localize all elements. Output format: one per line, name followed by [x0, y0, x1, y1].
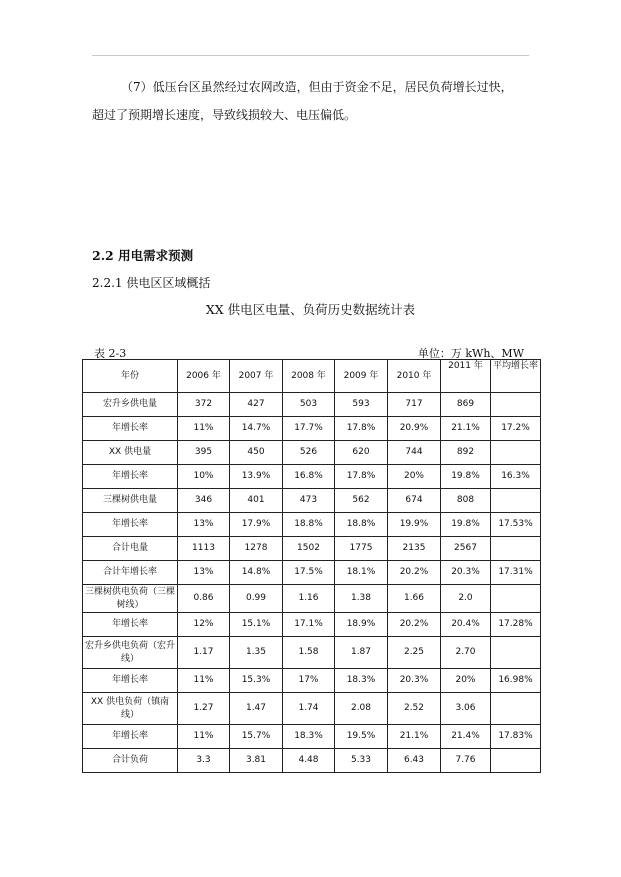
- table-row: [83, 417, 541, 441]
- table-cell: 18.3%: [335, 669, 388, 693]
- table-header-cell: 2008 年: [283, 360, 335, 393]
- table-cell: 11%: [178, 669, 230, 693]
- table-cell: 562: [335, 489, 388, 513]
- table-cell: 1.27: [178, 693, 230, 725]
- table-cell: 395: [178, 441, 230, 465]
- table-cell: 593: [335, 393, 388, 417]
- row-label-cell: 三棵树供电负荷（三棵树线）: [83, 585, 178, 613]
- table-cell: 20.2%: [388, 613, 441, 637]
- table-cell: 1502: [283, 537, 335, 561]
- row-label-cell: 三棵树供电量: [83, 489, 178, 513]
- table-row: [83, 749, 541, 773]
- table-cell: 5.33: [335, 749, 388, 773]
- table-cell: 1.47: [230, 693, 283, 725]
- table-cell: 2.70: [441, 637, 491, 669]
- table-cell: 2.52: [388, 693, 441, 725]
- table-cell: 20%: [441, 669, 491, 693]
- row-label-cell: 年增长率: [83, 465, 178, 489]
- table-cell: 2.0: [441, 585, 491, 613]
- table-row: [83, 561, 541, 585]
- paragraph-line-1: （7）低压台区虽然经过农网改造，但由于资金不足，居民负荷增长过快，: [121, 80, 513, 94]
- table-cell: 13%: [178, 561, 230, 585]
- table-cell: [491, 441, 541, 465]
- table-header-cell: 平均增长率: [491, 360, 541, 393]
- table-cell: 17.83%: [491, 725, 541, 749]
- table-row: [83, 637, 541, 669]
- table-cell: 2.08: [335, 693, 388, 725]
- table-cell: 3.3: [178, 749, 230, 773]
- table-row: [83, 393, 541, 417]
- table-cell: 892: [441, 441, 491, 465]
- table-cell: 2.25: [388, 637, 441, 669]
- table-cell: 20.3%: [388, 669, 441, 693]
- table-cell: 20%: [388, 465, 441, 489]
- table-cell: 372: [178, 393, 230, 417]
- statistics-table: [82, 359, 541, 773]
- table-cell: 17.1%: [283, 613, 335, 637]
- row-label-cell: 年增长率: [83, 513, 178, 537]
- table-cell: 19.8%: [441, 465, 491, 489]
- row-label-cell: 宏升乡供电负荷（宏升线）: [83, 637, 178, 669]
- table-cell: 869: [441, 393, 491, 417]
- table-cell: 0.99: [230, 585, 283, 613]
- table-cell: 10%: [178, 465, 230, 489]
- table-header-cell: 年份: [83, 360, 178, 393]
- table-cell: 526: [283, 441, 335, 465]
- table-row: [83, 613, 541, 637]
- table-cell: 18.8%: [335, 513, 388, 537]
- table-cell: [491, 537, 541, 561]
- table-cell: 18.3%: [283, 725, 335, 749]
- table-cell: 21.4%: [441, 725, 491, 749]
- table-cell: 18.8%: [283, 513, 335, 537]
- table-header-cell: 2009 年: [335, 360, 388, 393]
- table-cell: 17%: [283, 669, 335, 693]
- table-cell: 20.9%: [388, 417, 441, 441]
- table-cell: 427: [230, 393, 283, 417]
- table-cell: 3.06: [441, 693, 491, 725]
- row-label-cell: XX 供电量: [83, 441, 178, 465]
- table-cell: 12%: [178, 613, 230, 637]
- table-cell: 20.4%: [441, 613, 491, 637]
- table-cell: 19.5%: [335, 725, 388, 749]
- table-cell: [491, 393, 541, 417]
- table-row: [83, 465, 541, 489]
- table-cell: 1.66: [388, 585, 441, 613]
- table-cell: 717: [388, 393, 441, 417]
- table-cell: 14.8%: [230, 561, 283, 585]
- table-number: 表 2-3: [94, 347, 127, 360]
- table-cell: 17.8%: [335, 465, 388, 489]
- table-cell: 16.98%: [491, 669, 541, 693]
- row-label-cell: 合计电量: [83, 537, 178, 561]
- table-cell: 808: [441, 489, 491, 513]
- table-header-cell: 2011 年: [441, 360, 491, 393]
- table-cell: 401: [230, 489, 283, 513]
- table-cell: 17.8%: [335, 417, 388, 441]
- table-row: [83, 513, 541, 537]
- table-cell: 21.1%: [388, 725, 441, 749]
- table-cell: [491, 489, 541, 513]
- table-cell: 1.87: [335, 637, 388, 669]
- row-label-cell: 年增长率: [83, 613, 178, 637]
- table-cell: 17.53%: [491, 513, 541, 537]
- table-header-row: [83, 360, 541, 393]
- table-cell: 17.2%: [491, 417, 541, 441]
- table-cell: 0.86: [178, 585, 230, 613]
- table-cell: 1.58: [283, 637, 335, 669]
- table-unit: 单位：万 kWh、MW: [417, 347, 524, 360]
- table-cell: 503: [283, 393, 335, 417]
- section-heading-2-2-1: 2.2.1 供电区区域概括: [92, 276, 211, 290]
- table-cell: 1775: [335, 537, 388, 561]
- table-cell: 473: [283, 489, 335, 513]
- table-row: [83, 585, 541, 613]
- paragraph-line-2: 超过了预期增长速度，导致线损较大、电压偏低。: [92, 108, 357, 122]
- table-header-cell: 2010 年: [388, 360, 441, 393]
- table-cell: 3.81: [230, 749, 283, 773]
- table-cell: 15.3%: [230, 669, 283, 693]
- table-cell: 18.9%: [335, 613, 388, 637]
- table-cell: 674: [388, 489, 441, 513]
- table-cell: 17.5%: [283, 561, 335, 585]
- table-cell: 16.8%: [283, 465, 335, 489]
- header-rule: [92, 55, 529, 56]
- table-row: [83, 725, 541, 749]
- table-header-cell: 2006 年: [178, 360, 230, 393]
- row-label-cell: 年增长率: [83, 417, 178, 441]
- table-cell: 15.7%: [230, 725, 283, 749]
- row-label-cell: XX 供电负荷（镇南线）: [83, 693, 178, 725]
- table-row: [83, 489, 541, 513]
- table-cell: 2567: [441, 537, 491, 561]
- row-label-cell: 年增长率: [83, 669, 178, 693]
- table-cell: 17.9%: [230, 513, 283, 537]
- table-cell: 11%: [178, 725, 230, 749]
- table-cell: 21.1%: [441, 417, 491, 441]
- table-row: [83, 669, 541, 693]
- table-cell: 1.17: [178, 637, 230, 669]
- row-label-cell: 合计年增长率: [83, 561, 178, 585]
- row-label-cell: 年增长率: [83, 725, 178, 749]
- table-cell: [491, 749, 541, 773]
- table-cell: 620: [335, 441, 388, 465]
- table-cell: 19.8%: [441, 513, 491, 537]
- table-cell: 20.2%: [388, 561, 441, 585]
- table-cell: 17.7%: [283, 417, 335, 441]
- table-cell: [491, 693, 541, 725]
- table-cell: 1.74: [283, 693, 335, 725]
- table-cell: 14.7%: [230, 417, 283, 441]
- table-cell: 17.28%: [491, 613, 541, 637]
- table-cell: 19.9%: [388, 513, 441, 537]
- table-cell: 17.31%: [491, 561, 541, 585]
- table-cell: 1.35: [230, 637, 283, 669]
- table-cell: [491, 585, 541, 613]
- table-cell: 20.3%: [441, 561, 491, 585]
- table-cell: 744: [388, 441, 441, 465]
- table-caption: XX 供电区电量、负荷历史数据统计表: [205, 302, 416, 317]
- row-label-cell: 合计负荷: [83, 749, 178, 773]
- table-cell: 18.1%: [335, 561, 388, 585]
- section-heading-2-2: 2.2 用电需求预测: [92, 248, 194, 263]
- table-cell: 15.1%: [230, 613, 283, 637]
- table-cell: 4.48: [283, 749, 335, 773]
- paragraph-item-7: [92, 73, 532, 129]
- table-cell: 346: [178, 489, 230, 513]
- table-cell: [491, 637, 541, 669]
- table-row: [83, 693, 541, 725]
- table-cell: 1278: [230, 537, 283, 561]
- table-cell: 2135: [388, 537, 441, 561]
- table-cell: 13.9%: [230, 465, 283, 489]
- row-label-cell: 宏升乡供电量: [83, 393, 178, 417]
- table-cell: 1.16: [283, 585, 335, 613]
- table-cell: 11%: [178, 417, 230, 441]
- table-row: [83, 441, 541, 465]
- table-cell: 450: [230, 441, 283, 465]
- table-cell: 1.38: [335, 585, 388, 613]
- table-cell: 1113: [178, 537, 230, 561]
- table-cell: 13%: [178, 513, 230, 537]
- table-header-cell: 2007 年: [230, 360, 283, 393]
- table-cell: 6.43: [388, 749, 441, 773]
- table-row: [83, 537, 541, 561]
- table-cell: 16.3%: [491, 465, 541, 489]
- table-cell: 7.76: [441, 749, 491, 773]
